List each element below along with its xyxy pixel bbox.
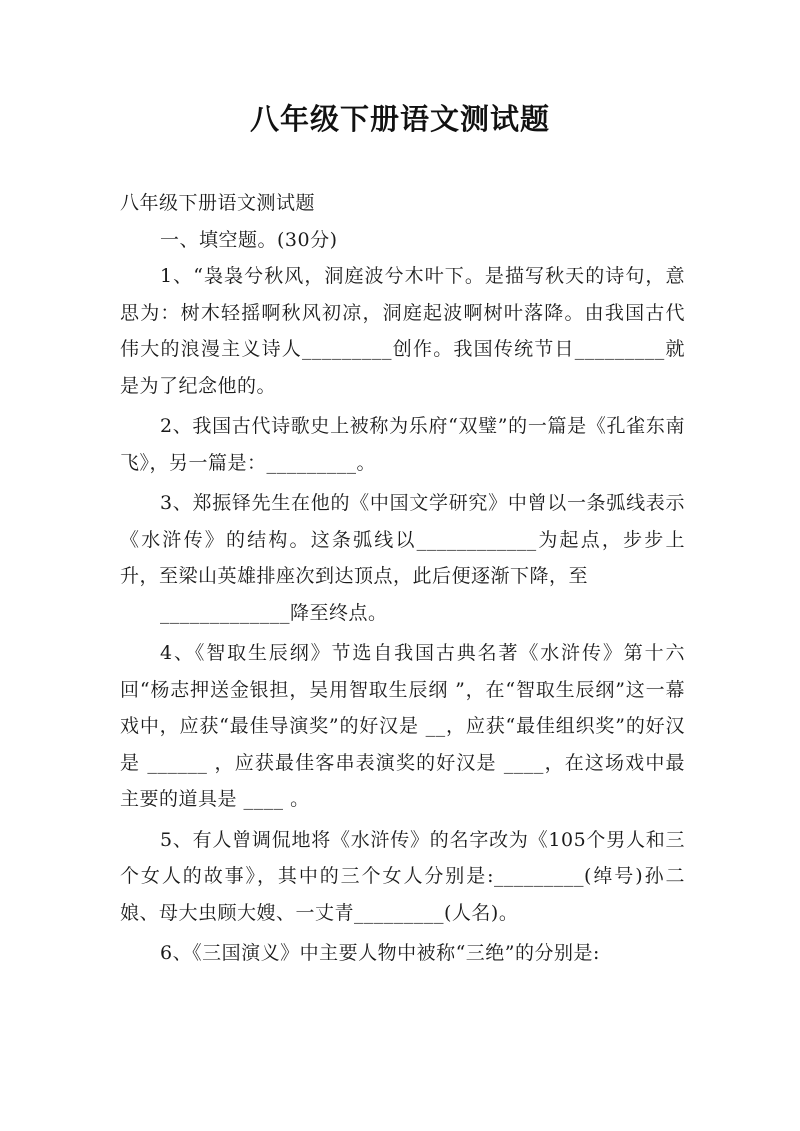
question-6: 6、《三国演义》中主要人物中被称“三绝”的分别是:: [160, 942, 600, 964]
document-body: [120, 185, 685, 972]
question-3: 3、郑振铎先生在他的《中国文学研究》中曾以一条弧线表示《水浒传》的结构。这条弧线以____________为起点，步步上升，至梁山英雄排座次到达顶点，此后便逐渐下降，至: [120, 492, 685, 587]
page-title: 八年级下册语文测试题: [249, 102, 550, 136]
question-4: 4、《智取生辰纲》节选自我国古典名著《水浒传》第十六回“杨志押送金银担，吴用智取生辰纲 ”，在“智取生辰纲”这一幕戏中，应获“最佳导演奖”的好汉是 __，应获“最佳组织奖”的好汉是 ______ ，应获最佳客串表演奖的好汉是 ____，在这场戏中最主要的道具是 ____ 。: [120, 642, 685, 810]
question-1: 1、“袅袅兮秋风，洞庭波兮木叶下。是描写秋天的诗句，意思为：树木轻摇啊秋风初凉，洞庭起波啊树叶落降。由我国古代伟大的浪漫主义诗人_________创作。我国传统节日_________就是为了纪念他的。: [120, 265, 685, 397]
question-2: 2、我国古代诗歌史上被称为乐府“双璧”的一篇是《孔雀东南飞》，另一篇是：_________。: [120, 415, 685, 474]
document-subtitle: 八年级下册语文测试题: [120, 192, 316, 214]
question-5: 5、有人曾调侃地将《水浒传》的名字改为《105个男人和三个女人的故事》，其中的三个女人分别是:_________(绰号)孙二娘、母大虫顾大嫂、一丈青_________(人名)。: [120, 828, 685, 924]
question-3-continuation: _____________降至终点。: [160, 601, 388, 624]
section-heading: 一、填空题。(30分): [160, 228, 338, 251]
